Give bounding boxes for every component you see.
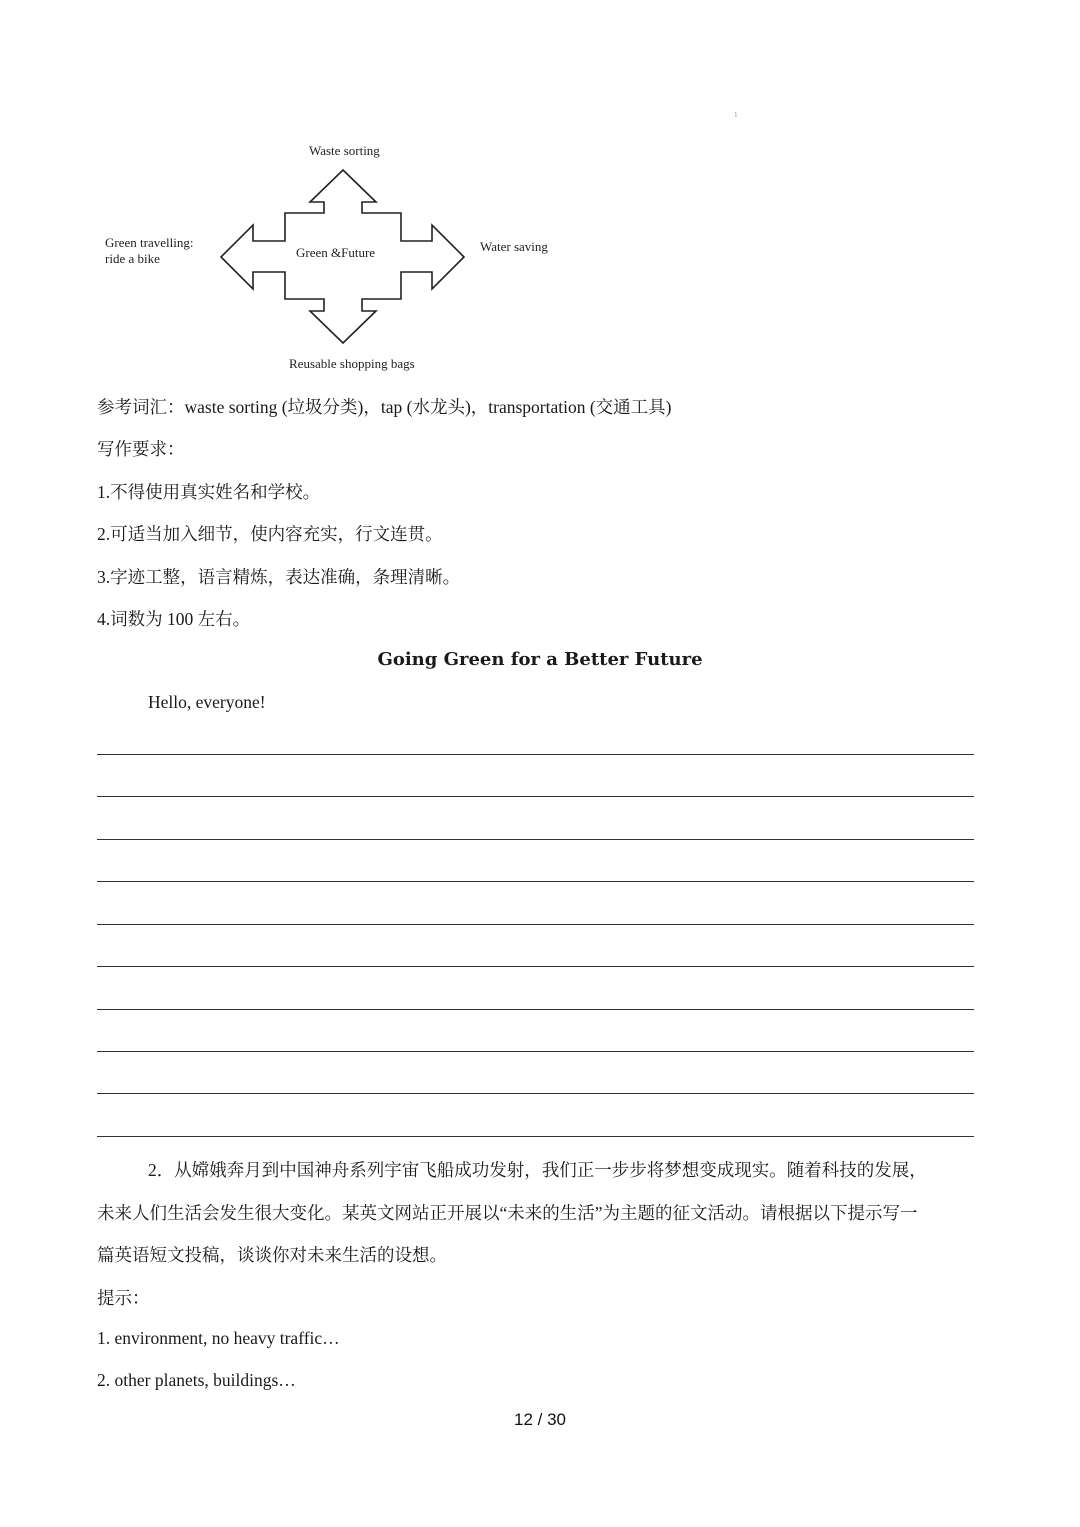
green-future-diagram bbox=[0, 0, 1080, 380]
writing-line[interactable] bbox=[97, 1051, 974, 1052]
writing-line[interactable] bbox=[97, 839, 974, 840]
requirement-item: 4.词数为 100 左右。 bbox=[97, 609, 251, 629]
writing-line[interactable] bbox=[97, 881, 974, 882]
label-waste-sorting: Waste sorting bbox=[309, 143, 380, 158]
hint-item: 1. environment, no heavy traffic… bbox=[97, 1328, 340, 1348]
hint-heading: 提示： bbox=[97, 1288, 150, 1308]
requirement-item: 2.可适当加入细节，使内容充实，行文连贯。 bbox=[97, 524, 443, 544]
requirements-heading: 写作要求： bbox=[97, 439, 185, 459]
label-water-saving: Water saving bbox=[480, 239, 548, 254]
essay-title: Going Green for a Better Future bbox=[377, 649, 703, 670]
requirement-item: 3.字迹工整，语言精炼，表达准确，条理清晰。 bbox=[97, 567, 461, 587]
writing-line[interactable] bbox=[97, 1136, 974, 1137]
label-center: Green &Future bbox=[296, 245, 376, 260]
requirement-item: 1.不得使用真实姓名和学校。 bbox=[97, 482, 321, 502]
writing-line[interactable] bbox=[97, 924, 974, 925]
hint-item: 2. other planets, buildings… bbox=[97, 1370, 296, 1390]
writing-line[interactable] bbox=[97, 966, 974, 967]
corner-mark: 1 bbox=[734, 112, 738, 119]
vocabulary-line: 参考词汇：waste sorting (垃圾分类)，tap (水龙头)，transportation (交通工具) bbox=[97, 397, 672, 417]
question2-line2: 未来人们生活会发生很大变化。某英文网站正开展以“未来的生活”为主题的征文活动。请根据以下提示写一 bbox=[97, 1203, 918, 1223]
writing-line[interactable] bbox=[97, 1009, 974, 1010]
page-number: 12 / 30 bbox=[514, 1410, 566, 1429]
writing-line[interactable] bbox=[97, 1093, 974, 1094]
question2-line1: 2．从嫦娥奔月到中国神舟系列宇宙飞船成功发射，我们正一步步将梦想变成现实。随着科技的发展， bbox=[148, 1160, 927, 1180]
cross-arrow-shape bbox=[0, 0, 1080, 380]
writing-line[interactable] bbox=[97, 754, 974, 755]
label-green-travelling: Green travelling: bbox=[105, 235, 194, 250]
question2-line3: 篇英语短文投稿，谈谈你对未来生活的设想。 bbox=[97, 1245, 447, 1265]
essay-greeting: Hello, everyone! bbox=[148, 692, 266, 712]
label-ride-bike: ride a bike bbox=[105, 251, 160, 266]
label-reusable-bags: Reusable shopping bags bbox=[289, 356, 415, 371]
writing-line[interactable] bbox=[97, 796, 974, 797]
